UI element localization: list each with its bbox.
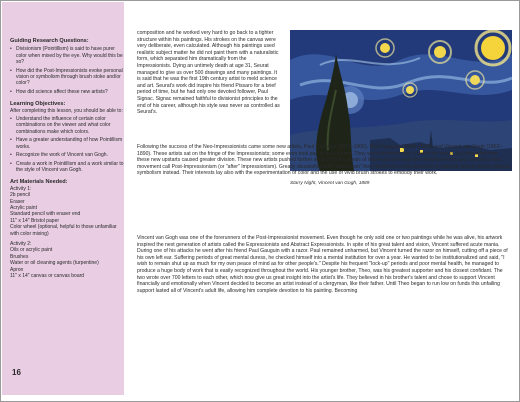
research-heading: Guiding Research Questions: xyxy=(10,38,89,44)
research-question: • How did the Post-Impressionists evoke personal vision or symbolism through brush stoke and/or color? xyxy=(10,68,124,87)
material-item: Color wheel (optional, helpful to those unfamiliar with color mixing) xyxy=(10,224,117,237)
objective-item: • Recognize the work of Vincent van Gogh. xyxy=(10,152,124,158)
material-item: Apron xyxy=(10,266,24,273)
material-item: Brushes xyxy=(10,253,29,260)
material-item: Acrylic paint xyxy=(10,204,37,211)
body-section xyxy=(137,235,511,294)
objective-item: • Have a greater understanding of how Pointillism works. xyxy=(10,137,124,150)
objectives-heading: Learning Objectives: xyxy=(10,101,66,108)
body-paragraph: Vincent van Gogh was one of the forerunners of the Post-Impressionist movement. Even though he only sold one or two paintings while he was alive, his artwork inspired the next generation of artists called the Expressionists and Abstract Expressionists. In spite of his great talent and vision, Vincent suffered acute mania. During one of his attacks he went after his friend Paul Gauguin with a razor. Paul remained unharmed, but Vincent turned the razor on himself, cutting off a piece of his own left ear. Suffering periods of great mental duress, he checked himself into a mental institution for over a year. He wanted to be institutionalized and said, "I wish to remain shut up as much for my own peace of mind as for other people's." Despite his frequent "lock-up" periods and poor mental health, he managed to produce a huge body of work that is easily recognized throughout the world. His younger brother, Theo, was his greatest supporter and his closest confidant. The two wrote over 700 letters to each other, which now give us great insight into the artist's life. They believed in his brother's talent and chose to support Vincent financially and emotionally when Vincent decided to become an artist instead of a clergyman, like their father. Until Theo began to run low on funds this unfailing support lasted all of Vincent's adult life, allowing him complete devotion to his painting. Becoming xyxy=(137,235,508,294)
material-item: 11" x 14" canvas or canvas board xyxy=(10,273,85,279)
objectives-intro: After completing this lesson, you should be able to: xyxy=(10,107,123,114)
material-item: 11" x 14" Bristol paper xyxy=(10,217,60,224)
material-item: Water or oil cleaning agents (turpentine) xyxy=(10,260,99,267)
objective-item: • Understand the influence of certain color combinations on the viewer and what color combinations make which colors. xyxy=(10,116,124,135)
material-item: Oils or acrylic paint xyxy=(10,247,53,254)
research-question: • How did science affect these new artists? xyxy=(10,89,124,95)
sidebar-content xyxy=(10,38,124,279)
figure-caption: Starry Night, Vincent van Gogh, 1889 xyxy=(290,181,370,186)
material-item: Eraser xyxy=(10,198,25,205)
body-paragraph: Following the success of the Neo-Impressionists came some new artists, Paul Cézanne (1839–1906), Paul Gauguin (1848–1903), and Vincent van Gogh (1853–1890). These artists sat on the fringe of the Impressionists; some even took part in their shows. They were befriended by a few in the group, but others felt that these new upstarts caused greater division. These new artists pushed farther away from the ideals of Impressionism and Neo-Impressionism and created a new movement call Post-Impressionism (or "after" Impressionism). Greatly dissatisfied with "naturalism" they desired to evoke personal or spiritual visions and to express symbolism instead. Their interests lay also with the experimentation of color and the use of vivid brush strokes to embody their work. xyxy=(137,144,511,177)
material-item: 2b pencil xyxy=(10,192,31,199)
body-column xyxy=(137,30,282,116)
activity2-label: Activity 2: xyxy=(10,240,32,247)
sidebar xyxy=(2,2,124,395)
research-question: • Divisionism (Pointillism) is said to have purer color when mixed by the eye. Why would this be so? xyxy=(10,46,124,65)
material-item: Standard pencil with eraser end xyxy=(10,211,81,218)
objective-item: • Create a work in Pointillism and a work similar to the style of Vincent van Gogh. xyxy=(10,161,124,174)
activity1-label: Activity 1: xyxy=(10,185,32,192)
materials-heading: Art Materials Needed: xyxy=(10,179,68,186)
page-number: 16 xyxy=(12,368,21,377)
body-section xyxy=(137,144,511,177)
body-paragraph: composition and he worked very hard to go back to a tighter structure within his paintings. His strokes on the canvas were very deliberate, even calculated. Although his paintings used realistic subject matter he did not paint them with a naturalistic form, which separated him dramatically from the Impressionists. Dying an untimely death at age 31, Seurat managed to give us over 500 drawings and many paintings. It is said that he was the first 19th century artist to meld science and art. Seurat's work did inspire his friend Pissaro for a brief period of time, but he had only one devoted follower, Paul Signac. Signac remained faithful to divisionist principles to the end of his career, although his style was never as controlled as Seurat's. xyxy=(137,30,280,116)
